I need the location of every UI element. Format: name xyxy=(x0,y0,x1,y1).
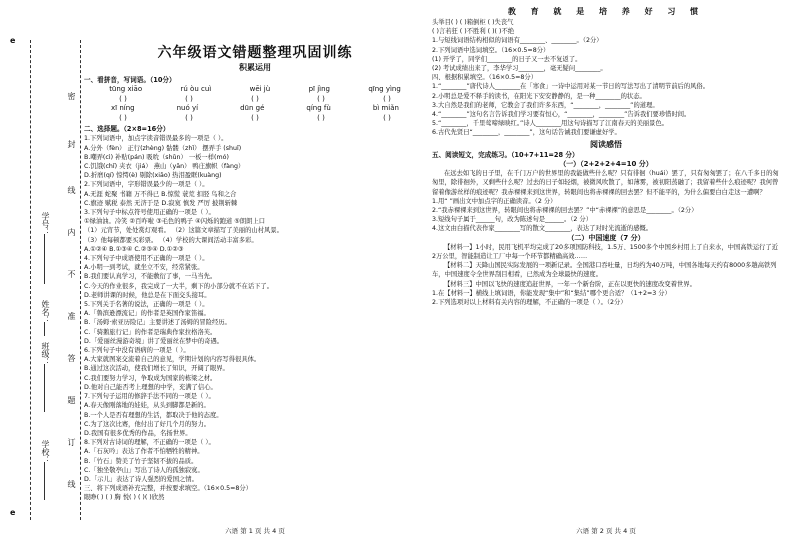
answer-box[interactable]: ( ) xyxy=(185,95,193,104)
fill-line: 6.古代先贤曰“________，________”，这句话告诫我们要谦虚好学。 xyxy=(432,129,621,137)
question-line: 2.下列词语中，字形错误最少的一项是（ ）。 xyxy=(84,181,209,189)
fill-line: 3.大自然是我们的老师，它教会了我们许多东西，“________，________”的道理。 xyxy=(432,101,659,109)
pinyin-item: rú òu cuì xyxy=(180,85,212,94)
seal-char: 线 xyxy=(67,480,76,490)
question-line: C.我们要努力学习，争取成为国家的栋梁之材。 xyxy=(84,374,217,382)
seal-char: 准 xyxy=(67,312,76,322)
question-line: 四、根据积累填空。（16×0.5=8分） xyxy=(432,74,537,82)
corner-mark-top: e xyxy=(10,36,16,45)
pinyin-item: pī jìng xyxy=(308,85,330,94)
question-line: A.①②④ B.①③④ C.②③④ D.①②③ xyxy=(84,245,184,253)
question-line: B.一个人是否有理想的生活，都取决于他的态度。 xyxy=(84,411,223,419)
passage-2-questions xyxy=(432,289,780,307)
pinyin-item: dūn gé xyxy=(240,104,265,113)
reading-question: 2.下列选项对以上材料有关内容的理解，不正确的一项是（ ）。（2分） xyxy=(432,299,627,307)
pinyin-item: nuó yí xyxy=(176,104,199,113)
question-line: (1) 开学了，同学们________的日子又一去不复返了。 xyxy=(432,55,582,63)
fill-line: 1.“________”唐代诗人________在「寒食」一诗中运用对某一节日的写法写出了清明节前后的风俗。 xyxy=(432,83,710,91)
fill-blank-lines xyxy=(432,82,780,137)
passage-2-title: （二）中国速度（7 分） xyxy=(567,233,645,242)
question-line: D.「爱丽丝漫游奇境」讲了爱丽丝在梦中的奇遇。 xyxy=(84,337,224,345)
section-subtitle: 积累运用 xyxy=(239,63,271,72)
material-paragraph: 【材料一】1小时，民用飞机平均完成了20多项国防科技，1.5万、1500多个中国乡村用上了自来水，中国高铁运行了近2万公里，智能制造让工厂中每一个环节都精确高效…… xyxy=(432,243,779,261)
question-line: C.饥饿(chǐ) 夹衣（jiá） 燕山（yān） 鸭庄旗帜（fàng） xyxy=(84,163,245,171)
question-line: 头举目( ) ( )箱倒柜 ( )失丧气 xyxy=(432,19,514,26)
pinyin-item: wēi jù xyxy=(249,85,271,94)
seal-char: 线 xyxy=(67,186,76,196)
page-footer-right: 六语 第 2 页 共 4 页 xyxy=(576,526,636,535)
seal-char: 订 xyxy=(67,438,76,448)
reading-question: 4.这文由白描代表作家________写的散文________，表达了对时光流逝的感慨。 xyxy=(432,225,653,233)
question-line: 5.下列关于名著的说法，正确的一项是（ ）。 xyxy=(84,301,209,309)
answer-box[interactable]: ( ) xyxy=(185,114,193,123)
left-question-lines xyxy=(84,134,426,493)
question-line: C.今天的作业很多，我完成了一大半，剩下的小部分就不在话下了。 xyxy=(84,282,274,290)
right-column xyxy=(432,0,780,550)
question-line: （3）他每顿都要买彩票。 （4）学校的大课间活动丰富多彩。 xyxy=(84,236,258,244)
question-line: D.老师讲课的时候，他总是在下面交头接耳。 xyxy=(84,291,211,299)
question-1-heading: 一、看拼音，写词语。（10分） xyxy=(84,76,176,84)
question-line: A.「石灰吟」表达了作者不怕牺牲的精神。 xyxy=(84,448,204,456)
question-line: A.无涯 蛇聚 书籍 万不得已 B.惊慌 蓑荒 扣胫 鸟和之合 xyxy=(84,190,237,198)
question-line: B.嘲弄(cì) 补贴(pán) 吸吮（shǔn） 一板一样(mó) xyxy=(84,153,229,161)
answer-box[interactable]: ( ) xyxy=(251,95,259,104)
seal-char: 不 xyxy=(67,270,76,280)
passage-2-materials xyxy=(432,243,780,289)
page-footer-left: 六语 第 1 页 共 4 页 xyxy=(225,526,285,535)
fill-line: 2.小明总是爱不释手的读书，在阳光下安安静静的，是一种________的状态。 xyxy=(432,92,646,100)
question-line: B.通过这次活动，使我们增长了知识，开阔了眼界。 xyxy=(84,365,229,373)
class-label: 班级： xyxy=(41,342,50,366)
student-id-line xyxy=(44,234,45,284)
reading-question: 1.在【材料一】横线上填词语，你能发现“集中”和“集结”哪个更合适？（1+2=3 分） xyxy=(432,289,671,297)
answer-boxes-row-2 xyxy=(84,113,426,123)
corner-mark-bottom: e xyxy=(10,508,16,517)
question-line: 三、将下列成语补充完整，并按要求填空。（16×0.5=8分） xyxy=(84,485,252,493)
answer-box[interactable]: ( ) xyxy=(119,114,127,123)
pinyin-item: tūng xiāo xyxy=(109,85,143,94)
question-line: 1.下列词语中，加点字读音错误最多的一项是（ ）。 xyxy=(84,135,228,143)
question-line: 3.下列句子中标点符号使用正确的一项是（ ）。 xyxy=(84,209,215,217)
seal-char: 密 xyxy=(67,92,76,102)
reading-section-title: 阅读感悟 xyxy=(590,139,622,149)
fill-line: 5.“________，千里莺啼绿映红。”诗人________用这句诗描写了江南春天的美丽景色。 xyxy=(432,120,669,128)
binding-dashed-line xyxy=(30,40,31,520)
binding-dashed-line-inner xyxy=(80,40,81,520)
question-line: 8.下列对古诗词的理解，不正确的一项是（ ）。 xyxy=(84,439,215,447)
question-line: (2) 考试成绩出来了，李华学习________，毫无疑问________。 xyxy=(432,65,607,73)
student-id-label: 学号： xyxy=(41,212,50,236)
pinyin-item: xī níng xyxy=(111,104,135,113)
pinyin-item: qíng fù xyxy=(306,104,331,113)
idiom-fill-line[interactable]: 眼睁( ) ( ) 胸 悦( ) ( )( )欣然 xyxy=(84,494,165,502)
seal-char: 封 xyxy=(67,140,76,150)
question-line: B.「竹石」赞美了竹子坚韧不拔的品质。 xyxy=(84,457,198,465)
seal-char: 答 xyxy=(67,354,76,364)
reading-question: 3.短线句子属于______句，改为陈述句是______。（2 分） xyxy=(432,216,592,224)
question-2-heading: 二、选择题。（2×8=16分） xyxy=(84,125,170,134)
passage-1-text: 在远去如飞的日子里，在千门万户的世界里的我能做些什么呢？只有徘徊（huái）罢了，只有匆匆罢了；在八千多日的匆匆里，除徘徊外，又剩些什么呢？过去的日子如轻烟，被微风吹散了，如薄雾，被初阳蒸融了；我留着些什么痕迹呢？我何曾留着像游丝样的痕迹呢？我赤裸裸来到这世界，转眼间也将赤裸裸的回去罢？但不能平的，为什么偏要白白走这一遭啊？ xyxy=(432,170,779,196)
question-line: B.我们要认真学习，不能敷衍了事，一马当先。 xyxy=(84,273,217,281)
pinyin-row-2 xyxy=(84,104,426,113)
answer-box[interactable]: ( ) xyxy=(317,114,325,123)
question-line: D.「示儿」表达了诗人强烈的爱国之情。 xyxy=(84,475,198,483)
answer-box[interactable]: ( ) xyxy=(251,114,259,123)
question-line: （1）元宵节，处处赏灯观看。 （2）这篇文章描写了美丽的山村风景。 xyxy=(84,227,283,235)
reading-question: 1.用“ ”画出文中加点字的正确读音。（2 分） xyxy=(432,197,557,205)
question-line: 2.下列词语中选词填空。（16×0.5=8分） xyxy=(432,46,550,54)
name-label: 姓名： xyxy=(41,300,50,324)
question-line: D.我国有很多优秀的作品，名扬世界。 xyxy=(84,429,192,437)
question-line: ①绿油油。冷笑 ②百咋啦 ③毛色的鸭子 ④闪烁的跑道 ⑤朗朗上口 xyxy=(84,218,266,226)
question-line: 1.与短线词语结构相似的词语有________、________。（2分） xyxy=(432,37,603,45)
question-line: A.小明一到考试，就坐立不安，经常紧张。 xyxy=(84,264,204,272)
class-line xyxy=(44,364,45,412)
fill-line: 4.“________”这句名言告诉我们学习要有恒心，“________，________”告诉我们要珍惜时间。 xyxy=(432,111,691,119)
binding-margin xyxy=(0,0,82,550)
question-line: 7.下列句子运用的修辞手法不同的一项是（ ）。 xyxy=(84,393,215,401)
seal-char: 题 xyxy=(67,396,76,406)
right-top-lines xyxy=(432,18,780,82)
left-column xyxy=(84,0,426,550)
reading-question: 2.“我赤裸裸来到这世界，转眼间也将赤裸裸的回去罢？”中“赤裸裸”的意思是________。（2分） xyxy=(432,207,698,215)
answer-box[interactable]: ( ) xyxy=(119,95,127,104)
name-line xyxy=(44,322,45,336)
answer-box[interactable]: ( ) xyxy=(383,95,391,104)
passage-1-title: （一）（2+2+2+4=10 分） xyxy=(559,160,653,169)
question-line: A.大家就图案交流着自己的意见，学期计划的内容写得很具体。 xyxy=(84,356,261,364)
school-line xyxy=(44,462,45,500)
question-line: C.旗迹 赋税 泰然 无济于是 D.寂寞 慎发 严厉 披荆斩棘 xyxy=(84,199,238,207)
material-paragraph: 【材料三】中国以飞快的速度追赶世界，一年一个新台阶，正在以更快的速度改变着世界。 xyxy=(444,280,696,288)
passage-1-questions xyxy=(432,197,780,234)
answer-boxes-row-1 xyxy=(84,94,426,104)
question-line: C.为了这次比赛，他付出了好几个月的努力。 xyxy=(84,420,211,428)
answer-box[interactable]: ( ) xyxy=(317,95,325,104)
question-line: A.分外（fèn） 正行(zhèng) 骷髅（zhǐ） 摆弄手 (shuǐ) xyxy=(84,144,242,152)
pinyin-row-1 xyxy=(84,85,426,94)
question-5-heading: 五、阅读短文，完成练习。（10+7+11=28 分） xyxy=(432,150,579,159)
question-line: D.折磨(qí) 惊愕(è) 剔除(xiāo) 热泪盈眶(kuàng) xyxy=(84,172,222,180)
question-line: D.他对自己能否考上理想的中学，充满了信心。 xyxy=(84,383,217,391)
question-line: 6.下列句子中没有语病的一项是（ ）。 xyxy=(84,347,190,355)
header-motto: 教 育 就 是 培 养 好 习 惯 xyxy=(507,7,705,16)
question-line: A.春天像刚落地的娃娃，从头到脚都是新的。 xyxy=(84,402,210,410)
question-line: ( )言若狂 ( )不胜利 ( )( )不绝 xyxy=(432,28,515,36)
question-line: C.「骑鹅旅行记」的作者是瑞典作家拉格洛芙。 xyxy=(84,328,217,336)
pinyin-item: bì miǎn xyxy=(372,104,399,113)
question-line: C.「独坐敬亭山」写出了诗人的孤独寂寞。 xyxy=(84,466,204,474)
question-line: 4.下列句子中成语使用不正确的一项是（ ）。 xyxy=(84,255,209,263)
exam-title: 六年级语文错题整理巩固训练 xyxy=(157,45,353,61)
question-line: B.「汤姆·索亚历险记」主要讲述了汤姆的冒险经历。 xyxy=(84,319,231,327)
seal-char: 内 xyxy=(67,228,76,238)
pinyin-item: qīng yìng xyxy=(368,85,401,94)
school-label: 学校： xyxy=(41,440,50,464)
question-line: A.「鲁滨逊漂流记」的作者是英国作家笛福。 xyxy=(84,310,210,318)
answer-box[interactable]: ( ) xyxy=(383,114,391,123)
material-paragraph: 【材料二】天降山国民实际发展的一项新记录。全国港口吞吐量，日均约为40万吨，中国各地每天约有8000多趟高铁列车，中国速度令全世界刮目相看，已然成为全球最快的速度。 xyxy=(432,262,777,279)
